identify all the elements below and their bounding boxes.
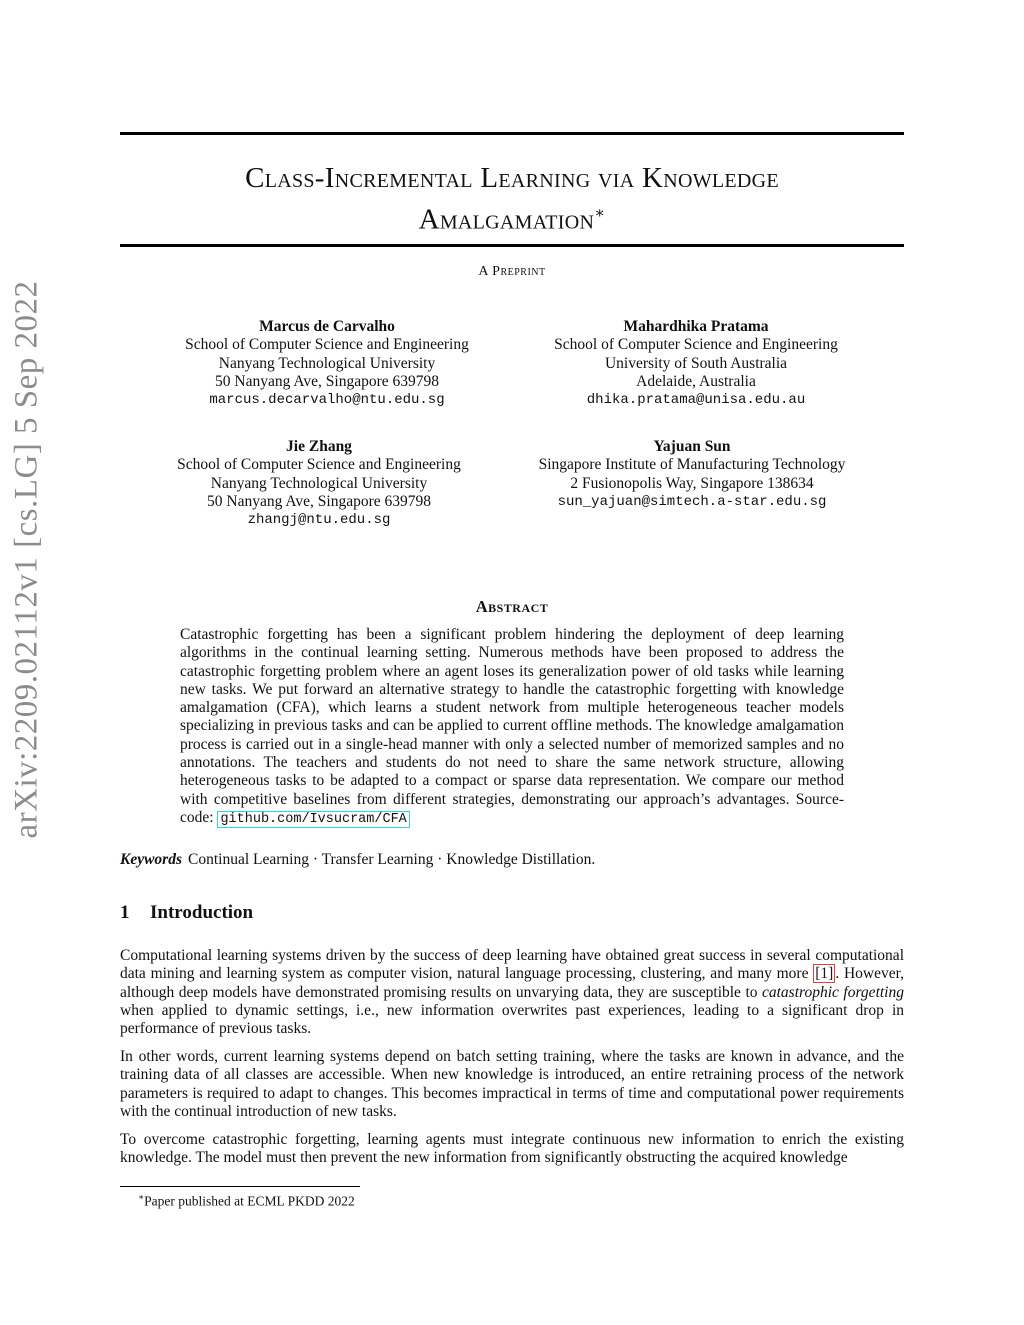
paper-title — [120, 160, 904, 238]
footnote-text: Paper published at ECML PKDD 2022 — [144, 1193, 355, 1209]
author-name: Mahardhika Pratama — [623, 318, 769, 335]
author-affiliation: Singapore Institute of Manufacturing Technology — [538, 456, 846, 474]
keywords-label: Keywords — [120, 851, 182, 868]
author-affiliation: University of South Australia — [604, 354, 788, 372]
citation-link[interactable]: [1] — [815, 965, 834, 983]
footnote-mark: ∗ — [138, 1192, 145, 1202]
author-block-1 — [167, 318, 487, 409]
author-name: Yajuan Sun — [653, 438, 731, 455]
author-affiliation: School of Computer Science and Engineering — [554, 336, 838, 354]
title-line-1: Class-Incremental Learning via Knowledge — [245, 162, 779, 194]
keywords-list: Continual Learning · Transfer Learning · Knowledge Distillation. — [188, 851, 596, 868]
abstract-text: Catastrophic forgetting has been a significant problem hindering the deployment of deep learning algorithms in the continual learning setting. Numerous methods have been proposed to address the catastrophic forgetting problem where an agent loses its generalization power of old tasks while learning new tasks. We put forward an alternative strategy to handle the catastrophic forgetting with knowledge amalgamation (CFA), which learns a student network from multiple heterogeneous teacher models specializing in previous tasks and can be applied to current offline methods. The knowledge amalgamation process is carried out in a single-head manner with only a selected number of memorized samples and no annotations. The teachers and students do not need to share the same network structure, allowing heterogeneous tasks to be adapted to a compact or sparse data representation. We compare our method with competitive baselines from different strategies, demonstrating our approach’s advantages. Source-code: — [180, 626, 844, 826]
bottom-title-rule — [120, 244, 904, 247]
author-name: Marcus de Carvalho — [259, 318, 395, 335]
paragraph-2: In other words, current learning systems depend on batch setting training, where the tasks are known in advance, and the training data of all classes are accessible. When new knowledge is introduced, an entire retraining process of the network parameters is required to adapt to changes. This becomes impractical in terms of time and computational power requirements with the continual introduction of new tasks. — [120, 1048, 904, 1120]
section-number: 1 — [120, 902, 130, 923]
author-affiliation: School of Computer Science and Engineering — [185, 336, 469, 354]
author-affiliation: Nanyang Technological University — [210, 474, 428, 492]
author-email[interactable]: marcus.decarvalho@ntu.edu.sg — [209, 392, 445, 409]
footnote-rule — [120, 1186, 360, 1187]
paragraph-1: Computational learning systems driven by the success of deep learning have obtained great success in several computational data mining and learning system as computer vision, natural language processing, clustering, and many more [1] . However, although deep models have demonstrated promising results on unvarying data, they are susceptible to catastrophic forgetting when applied to dynamic settings, i.e., new information overwrites past experiences, leading to a significant drop in performance of previous tasks. — [120, 947, 904, 1038]
preprint-label: A Preprint — [478, 264, 546, 279]
author-block-4 — [512, 438, 872, 511]
author-block-3 — [159, 438, 479, 529]
paragraph-3: To overcome catastrophic forgetting, learning agents must integrate continuous new information to enrich the existing knowledge. The model must then prevent the new information from significantly obstructing the acquired knowledge — [120, 1131, 904, 1167]
author-name: Jie Zhang — [286, 438, 352, 455]
author-affiliation: School of Computer Science and Engineering — [177, 456, 461, 474]
author-address: 50 Nanyang Ave, Singapore 639798 — [215, 372, 439, 390]
arxiv-side-stamp: arXiv:2209.02112v1 [cs.LG] 5 Sep 2022 — [8, 280, 45, 839]
emphasis-term: catastrophic forgetting — [762, 983, 904, 1001]
section-title: Introduction — [150, 902, 254, 923]
source-code-link[interactable]: github.com/Ivsucram/CFA — [217, 811, 409, 828]
author-email[interactable]: zhangj@ntu.edu.sg — [247, 512, 391, 529]
keywords-line — [120, 851, 904, 869]
footnote — [138, 1192, 355, 1210]
author-email[interactable]: dhika.pratama@unisa.edu.au — [586, 392, 806, 409]
author-address: 50 Nanyang Ave, Singapore 639798 — [207, 492, 431, 510]
author-address: 2 Fusionopolis Way, Singapore 138634 — [570, 474, 814, 492]
author-email[interactable]: sun_yajuan@simtech.a-star.edu.sg — [557, 493, 827, 510]
author-address: Adelaide, Australia — [636, 372, 756, 390]
author-affiliation: Nanyang Technological University — [218, 354, 436, 372]
top-rule — [120, 132, 904, 135]
title-footnote-mark: ∗ — [594, 205, 606, 222]
section-heading — [120, 902, 253, 924]
abstract-heading: Abstract — [475, 597, 549, 616]
title-line-2: Amalgamation∗ — [418, 203, 606, 236]
author-block-2 — [528, 318, 864, 409]
abstract-body — [180, 626, 844, 829]
